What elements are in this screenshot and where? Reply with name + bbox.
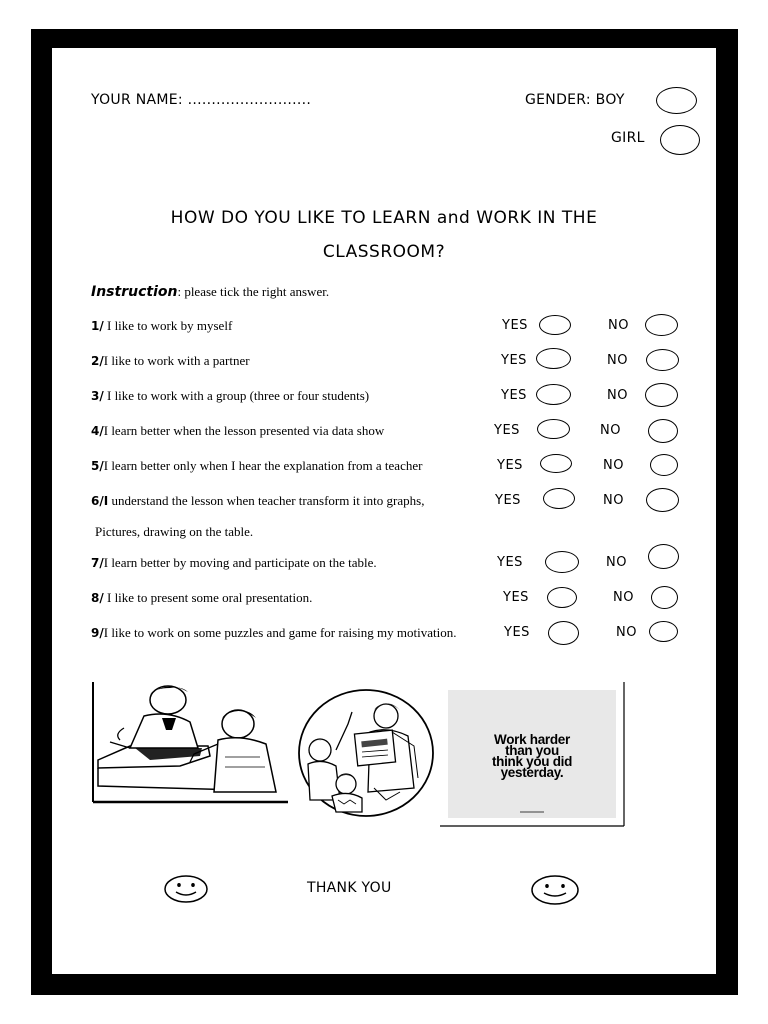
poster-line-4: yesterday.: [500, 765, 564, 780]
q5-no-oval[interactable]: [650, 454, 678, 476]
q8-yes-label: YES: [503, 590, 529, 605]
question-1: [91, 318, 232, 334]
question-8: [91, 590, 312, 606]
instruction-label: Instruction: [91, 284, 178, 300]
q2-yes-label: YES: [501, 353, 527, 368]
question-9: [91, 625, 456, 641]
page-title-line1: HOW DO YOU LIKE TO LEARN and WORK IN THE: [170, 208, 598, 228]
question-5: [91, 458, 422, 474]
teacher-with-student-illustration: [90, 682, 290, 806]
question-number: 6/I: [91, 494, 109, 508]
thank-you-text: THANK YOU: [307, 880, 392, 896]
smiley-right-icon: [530, 874, 580, 906]
question-number: 4/: [91, 424, 104, 438]
question-text: I learn better when the lesson presented via data show: [103, 423, 385, 438]
question-2: [91, 353, 250, 369]
question-text: I like to work with a group (three or four students): [103, 388, 370, 403]
page-title-line2: CLASSROOM?: [322, 242, 446, 262]
question-number: 1/: [91, 319, 104, 333]
q2-no-oval[interactable]: [646, 349, 679, 371]
question-number: 7/: [91, 556, 104, 570]
q9-yes-label: YES: [504, 625, 530, 640]
worksheet: [52, 48, 716, 974]
q9-no-oval[interactable]: [649, 621, 678, 642]
q6-no-oval[interactable]: [646, 488, 679, 512]
q5-yes-label: YES: [497, 458, 523, 473]
question-text: I like to present some oral presentation.: [103, 590, 313, 605]
q3-yes-label: YES: [501, 388, 527, 403]
q5-no-label: NO: [603, 458, 624, 473]
q1-yes-oval[interactable]: [539, 315, 571, 335]
question-text: I learn better only when I hear the explanation from a teacher: [103, 458, 423, 473]
question-text: I like to work by myself: [103, 318, 233, 333]
q4-no-oval[interactable]: [648, 419, 678, 443]
q9-yes-oval[interactable]: [548, 621, 579, 645]
q3-no-label: NO: [607, 388, 628, 403]
boy-option-oval[interactable]: [656, 87, 697, 114]
question-number: 3/: [91, 389, 104, 403]
smiley-left-icon: [163, 874, 209, 904]
q6-yes-label: YES: [495, 493, 521, 508]
question-6-continuation: Pictures, drawing on the table.: [95, 524, 254, 539]
q5-yes-oval[interactable]: [540, 454, 572, 473]
question-3: [91, 388, 369, 404]
q4-yes-label: YES: [494, 423, 520, 438]
q7-no-label: NO: [606, 555, 627, 570]
q8-no-oval[interactable]: [651, 586, 678, 609]
poster-line-1: Work harder: [494, 732, 570, 747]
question-number: 2/: [91, 354, 104, 368]
gender-label: GENDER: BOY: [525, 92, 625, 108]
q1-yes-label: YES: [502, 318, 528, 333]
name-field-label[interactable]: YOUR NAME: ..........................: [91, 92, 312, 108]
q3-yes-oval[interactable]: [536, 384, 571, 405]
classroom-circle-illustration: [296, 688, 436, 820]
q6-no-label: NO: [603, 493, 624, 508]
instruction-text: : please tick the right answer.: [177, 284, 330, 299]
q9-no-label: NO: [616, 625, 637, 640]
question-7: [91, 555, 377, 571]
q3-no-oval[interactable]: [645, 383, 678, 407]
poster-line-2: than you: [505, 743, 559, 758]
q2-no-label: NO: [607, 353, 628, 368]
question-number: 9/: [91, 626, 104, 640]
instruction: [91, 281, 329, 300]
q8-no-label: NO: [613, 590, 634, 605]
question-text: I like to work on some puzzles and game for raising my motivation.: [103, 625, 457, 640]
q4-yes-oval[interactable]: [537, 419, 570, 439]
q4-no-label: NO: [600, 423, 621, 438]
q7-yes-oval[interactable]: [545, 551, 579, 573]
q8-yes-oval[interactable]: [547, 587, 577, 608]
question-number: 5/: [91, 459, 104, 473]
poster-text: [448, 734, 616, 778]
q2-yes-oval[interactable]: [536, 348, 571, 369]
question-6: [91, 493, 424, 509]
poster-line-3: think you did: [491, 754, 573, 769]
q6-yes-oval[interactable]: [543, 488, 575, 509]
q7-no-oval[interactable]: [648, 544, 679, 569]
question-number: 8/: [91, 591, 104, 605]
q1-no-label: NO: [608, 318, 629, 333]
q7-yes-label: YES: [497, 555, 523, 570]
girl-label: GIRL: [611, 130, 645, 146]
question-4: [91, 423, 384, 439]
question-text: I like to work with a partner: [103, 353, 250, 368]
girl-option-oval[interactable]: [660, 125, 700, 155]
motivational-poster: [440, 682, 626, 828]
question-text: I learn better by moving and participate on the table.: [103, 555, 377, 570]
q1-no-oval[interactable]: [645, 314, 678, 336]
question-text: understand the lesson when teacher transform it into graphs,: [108, 493, 425, 508]
